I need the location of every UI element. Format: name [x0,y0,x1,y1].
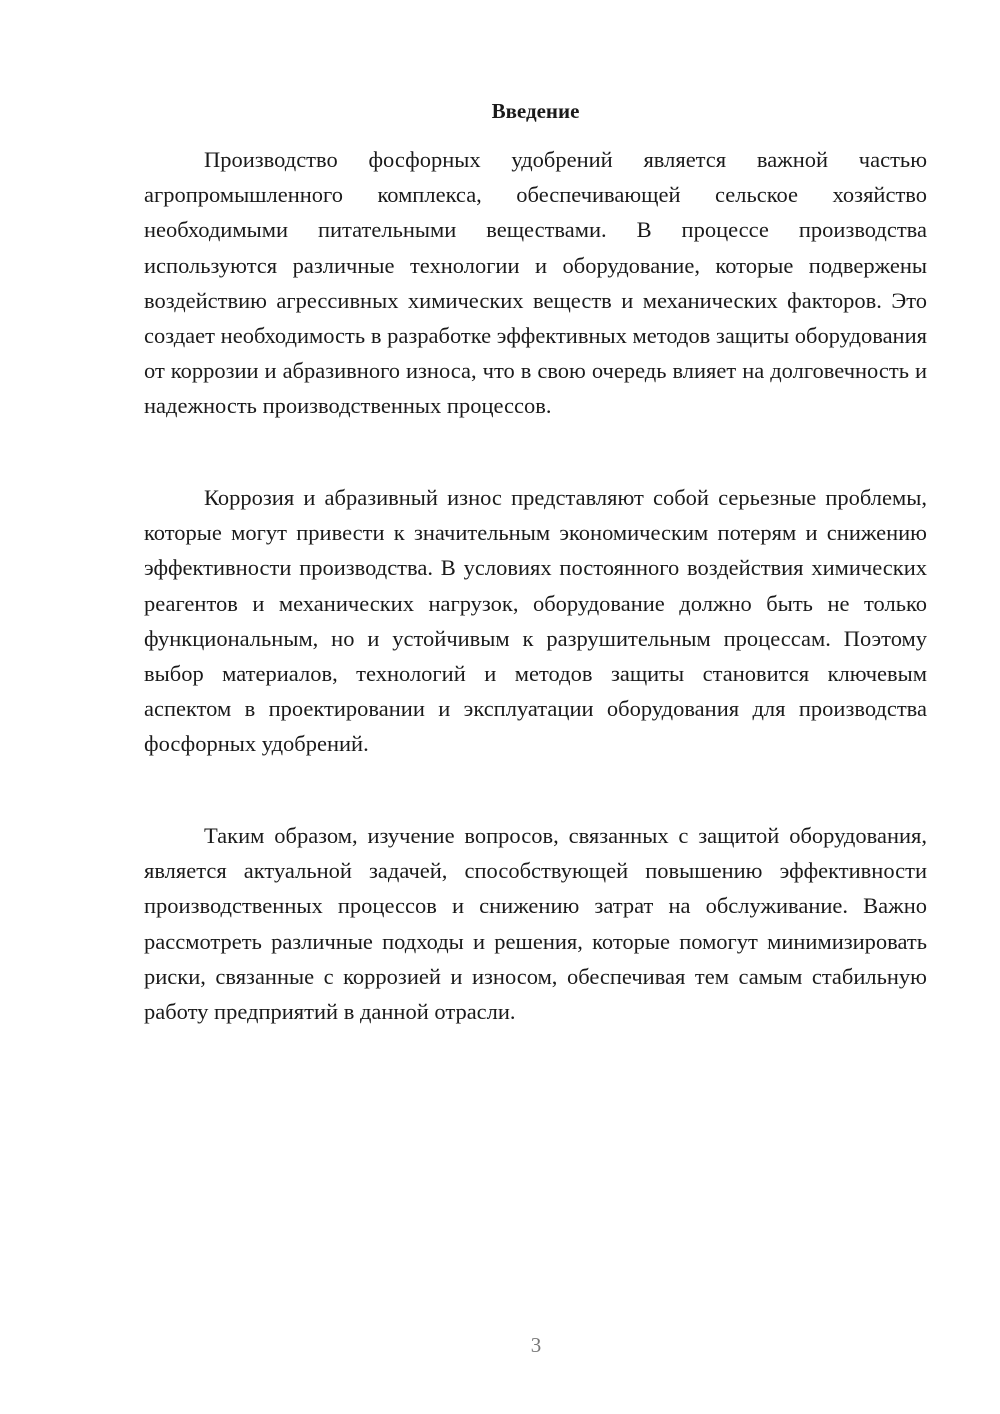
paragraph-3: Таким образом, изучение вопросов, связанных с защитой оборудования, является актуальной задачей, способствующей повышению эффективности производственных процессов и снижению затрат на обслуживание. Важно рассмотреть различные подходы и решения, которые помогут минимизировать риски, связанные с коррозией и износом, обеспечивая тем самым стабильную работу предприятий в данной отрасли. [144,823,927,1025]
section-title: Введение [491,99,580,123]
paragraph-1: Производство фосфорных удобрений является важной частью агропромышленного комплекса, обеспечивающей сельское хозяйство необходимыми питательными веществами. В процессе производства используются различные технологии и оборудование, которые подвержены воздействию агрессивных химических веществ и механических факторов. Это создает необходимость в разработке эффективных методов защиты оборудования от коррозии и абразивного износа, что в свою очередь влияет на долговечность и надежность производственных процессов. [144,147,927,419]
page-number: 3 [530,1333,542,1357]
paragraph-2: Коррозия и абразивный износ представляют собой серьезные проблемы, которые могут привести к значительным экономическим потерям и снижению эффективности производства. В условиях постоянного воздействия химических реагентов и механических нагрузок, оборудование должно быть не только функциональным, но и устойчивым к разрушительным процессам. Поэтому выбор материалов, технологий и методов защиты становится ключевым аспектом в проектировании и эксплуатации оборудования для производства фосфорных удобрений. [144,485,927,757]
